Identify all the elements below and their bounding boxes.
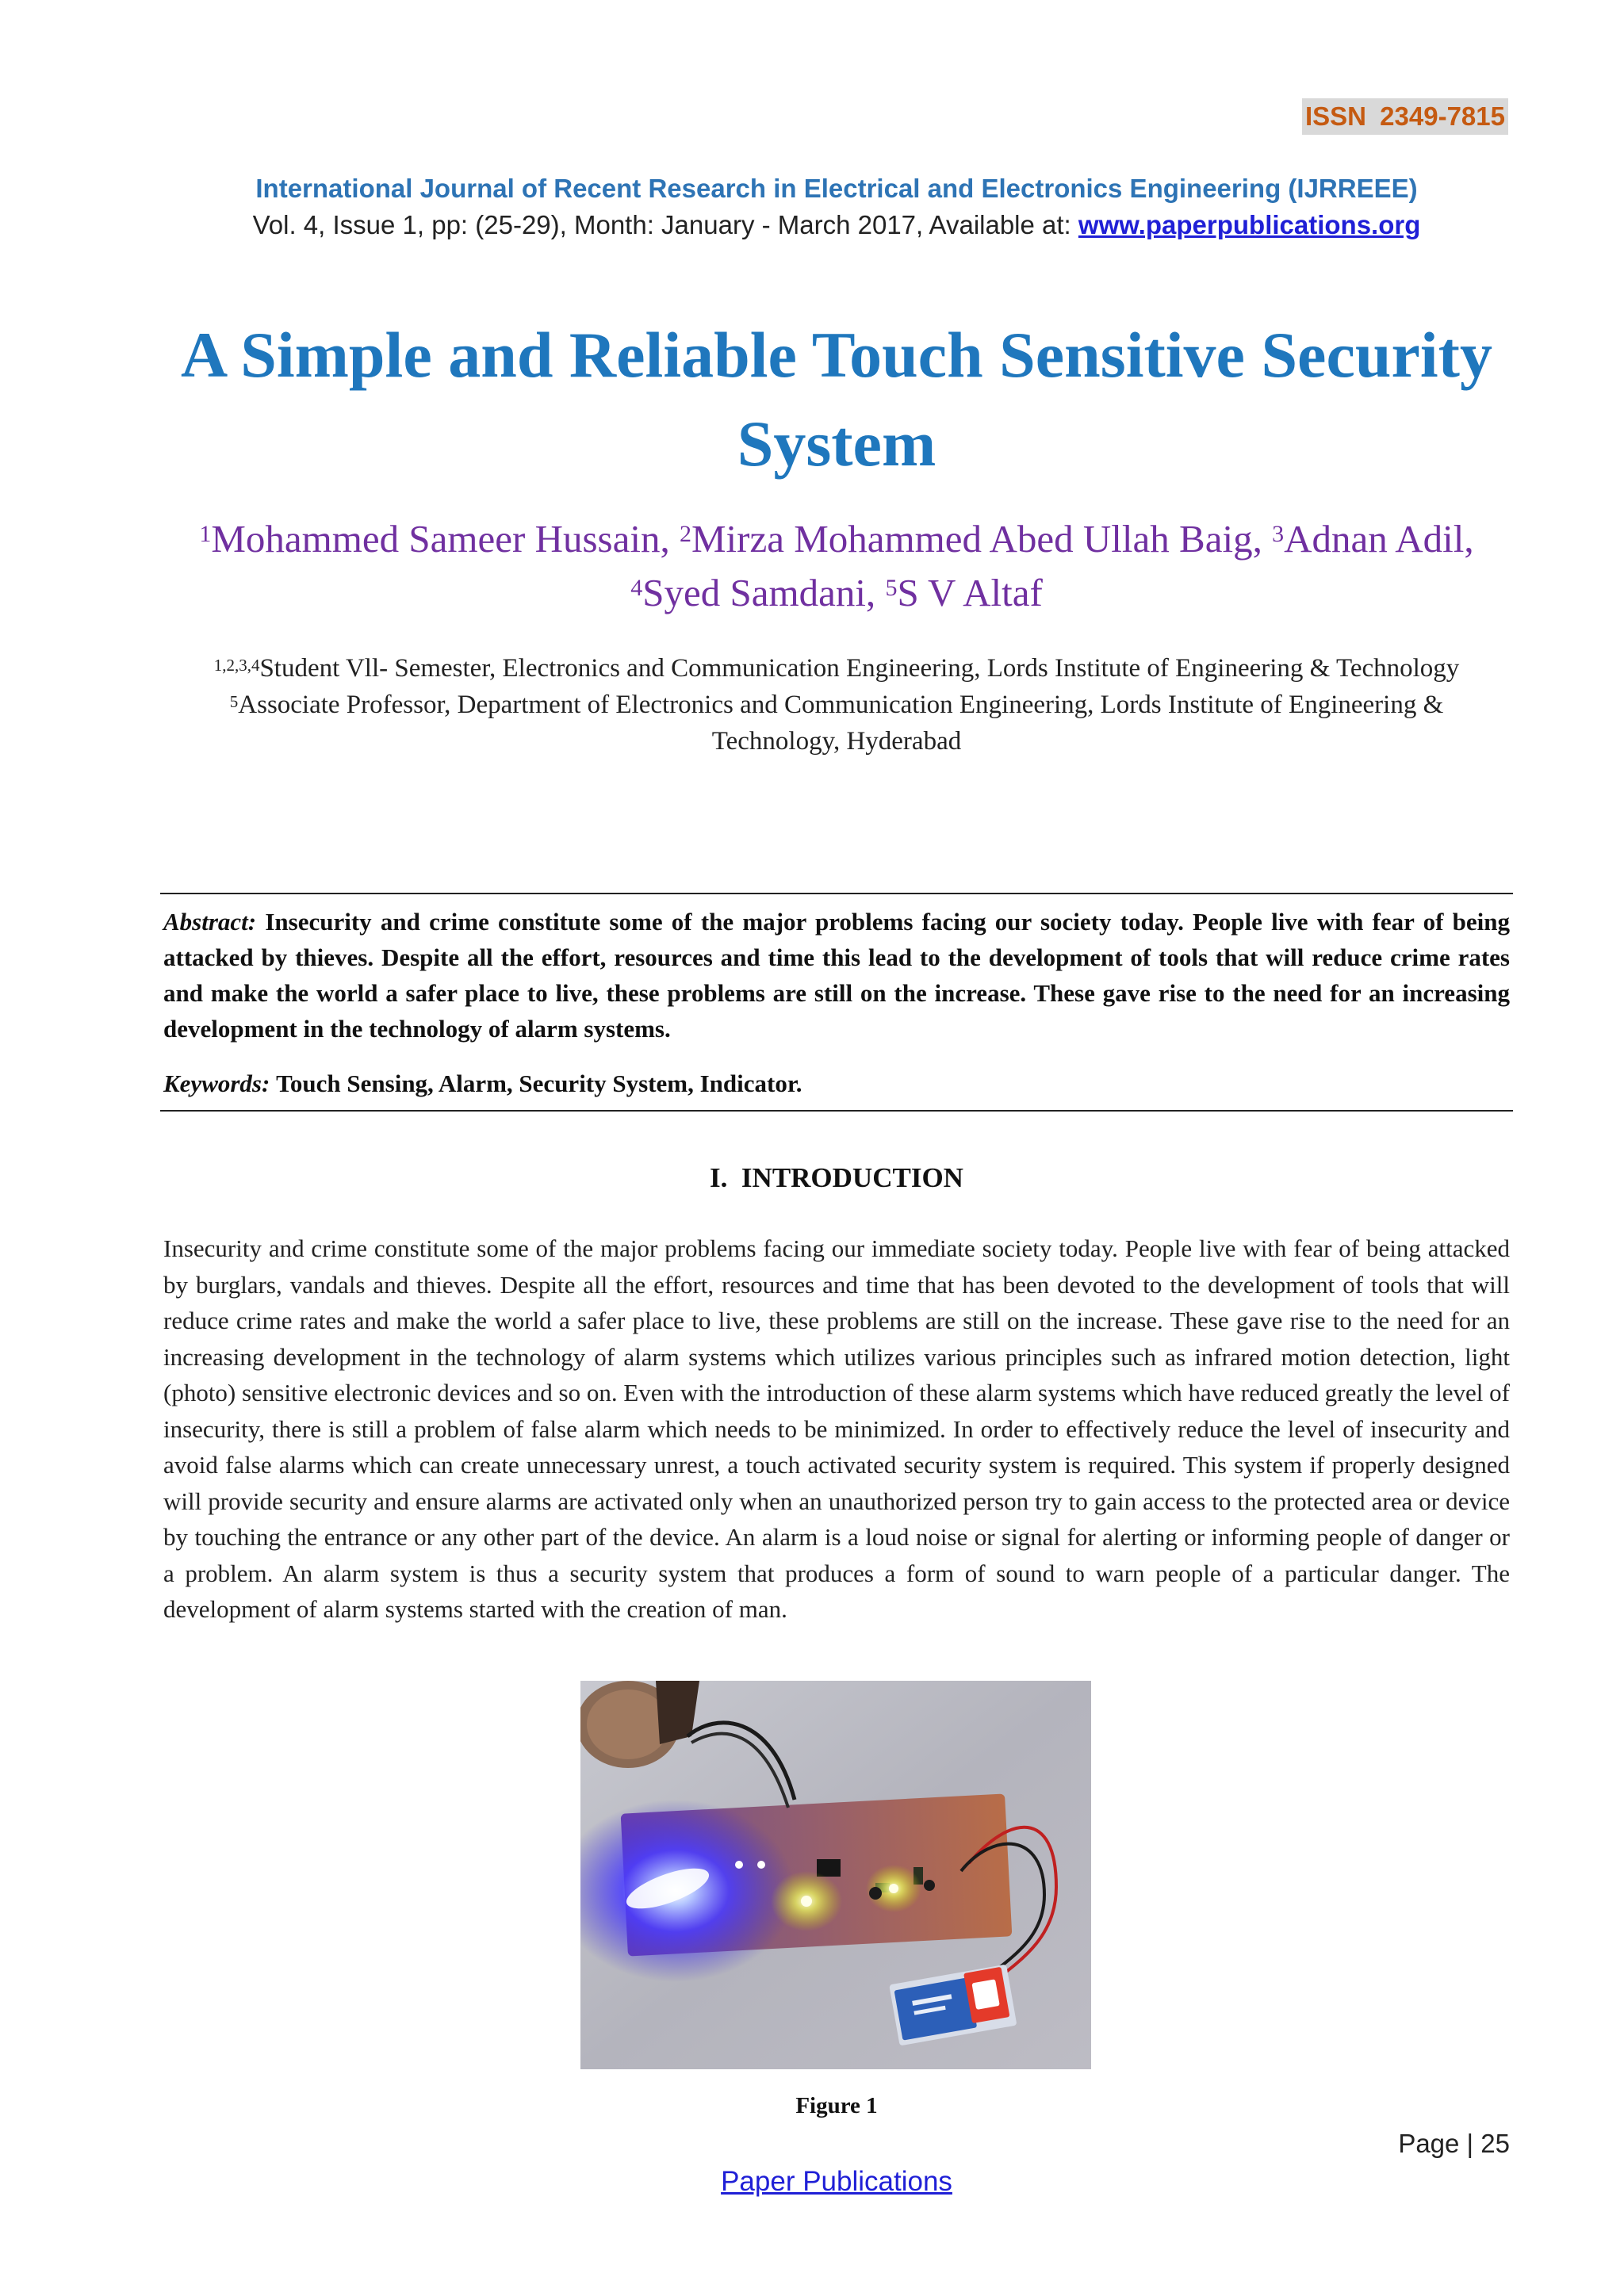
abstract (163, 904, 1510, 1047)
introduction-body: Insecurity and crime constitute some of the major problems facing our immediate society today. People live with fear of being attacked by burglars, vandals and thieves. Despite all the effort, resources and time that has been devoted to the development of tools that will reduce crime rates and make the world a safer place to live, these problems are still on the increase. These gave rise to the need for an increasing development in the technology of alarm systems which utilizes various principles such as infrared motion detection, light (photo) sensitive electronic devices and so on. Even with the introduction of these alarm systems which have reduced greatly the level of insecurity, there is still a problem of false alarm which needs to be minimized. In order to effectively reduce the level of insecurity and avoid false alarms which can create unnecessary unrest, a touch activated security system is required. This system if properly designed will provide security and ensure alarms are activated only when an unauthorized person try to gain access to the protected area or device by touching the entrance or any other part of the device. An alarm is a loud noise or signal for alerting or informing people of danger or a problem. An alarm system is thus a security system that produces a form of sound to warn people of a particular danger. The development of alarm systems started with the creation of man. (163, 1234, 1510, 1623)
journal-title: International Journal of Recent Research in Electrical and Electronics Engineering (IJRREEE) (255, 174, 1418, 203)
affiliation: $^5$Associate Professor, Department of Electronics and Communication Engineering, Lords Institute of Engineering & Technology, Hyderabad (229, 691, 1444, 756)
author: $^3$Adnan Adil, (1272, 517, 1474, 561)
issn-label: ISSN 2349-7815 (1302, 98, 1508, 135)
abstract-label: Abstract: (163, 908, 257, 936)
volume-text: Vol. 4, Issue 1, pp: (25-29), Month: January - March 2017, Available at: (252, 210, 1078, 239)
keywords-text: Touch Sensing, Alarm, Security System, Indicator. (276, 1070, 802, 1097)
affiliation: $^{1,2,3,4}$Student Vll- Semester, Electronics and Communication Engineering, Lords Institute of Engineering & Technology (213, 654, 1460, 683)
abstract-text: Insecurity and crime constitute some of the major problems facing our society today. People live with fear of being attacked by thieves. Despite all the effort, resources and time this lead to the development of tools that will reduce crime rates and make the world a safer place to live, these problems are still on the increase. These gave rise to the need for an increasing development in the technology of alarm systems. (163, 908, 1511, 1043)
paper-title: A Simple and Reliable Touch Sensitive Security System (181, 319, 1492, 480)
section-heading: I. INTRODUCTION (710, 1162, 963, 1193)
page-number: Page | 25 (1398, 2129, 1510, 2158)
journal-url-link[interactable]: www.paperpublications.org (1078, 210, 1421, 239)
publisher-link[interactable]: Paper Publications (721, 2166, 952, 2197)
keywords (163, 1066, 1510, 1101)
author-list (143, 512, 1530, 620)
author: $^1$Mohammed Sameer Hussain, (199, 517, 670, 561)
author: $^2$Mirza Mohammed Abed Ullah Baig, (679, 517, 1262, 561)
affiliations (143, 650, 1530, 760)
author: $^5$S V Altaf (885, 571, 1043, 614)
figure-caption: Figure 1 (795, 2093, 878, 2118)
figure-image (580, 1681, 1091, 2069)
abstract-top-rule (160, 893, 1513, 894)
volume-line (0, 208, 1624, 243)
author: $^4$Syed Samdani, (630, 571, 876, 614)
abstract-bottom-rule (160, 1110, 1513, 1112)
keywords-label: Keywords: (163, 1070, 270, 1097)
circuit-photo (580, 1681, 1091, 2069)
